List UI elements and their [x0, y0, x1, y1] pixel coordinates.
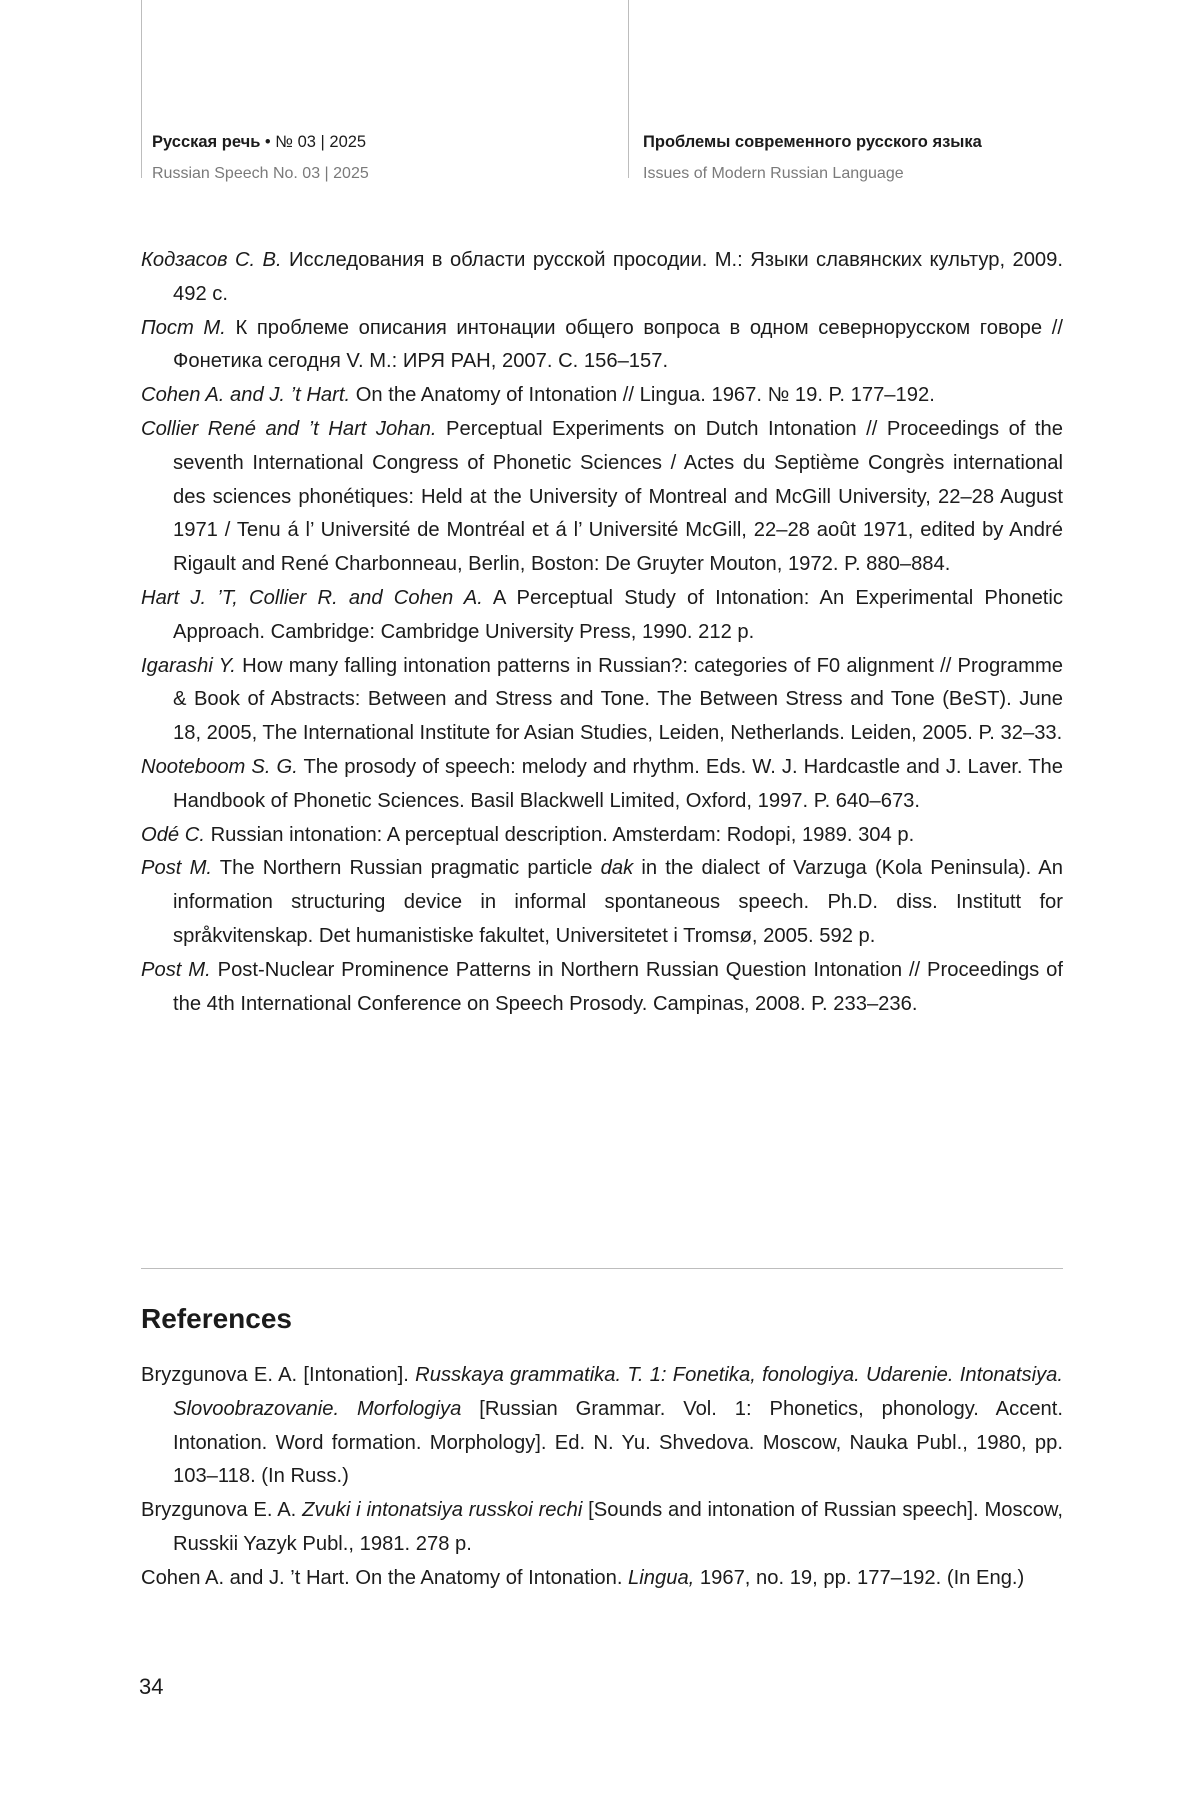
section-title-ru: Проблемы современного русского языка: [643, 133, 982, 151]
bib-entry: Odé C. Russian intonation: A perceptual description. Amsterdam: Rodopi, 1989. 304 p.: [141, 823, 915, 846]
journal-title-en: Russian Speech No. 03 | 2025: [152, 165, 369, 182]
references-heading: References: [141, 1303, 292, 1334]
bib-entry: Post M. The Northern Russian pragmatic particle dak in the dialect of Varzuga (Kola Peninsula). An information structuring device in informal spontaneous speech. Ph.D. diss. Institutt for språkvitenskap. Det humanistiske fakultet, Universitetet i Tromsø, 2005. 592 p.: [141, 857, 1063, 947]
running-header-right: [643, 126, 982, 190]
bib-entry: Cohen A. and J. ’t Hart. On the Anatomy of Intonation // Lingua. 1967. № 19. P. 177–192.: [141, 384, 935, 407]
journal-title-ru: Русская речь • № 03 | 2025: [152, 133, 367, 151]
bib-entry: Collier René and ’t Hart Johan. Perceptual Experiments on Dutch Intonation // Proceedings of the seventh International Congress of Phonetic Sciences / Actes du Septième Congrès international des sciences phonétiques: Held at the University of Montreal and McGill University, 22–28 August 1971 / Tenu á l’ Université de Montréal et á l’ Université McGill, 22–28 août 1971, edited by André Rigault and René Charbonneau, Berlin, Boston: De Gruyter Mouton, 1972. P. 880–884.: [141, 417, 1063, 576]
bib-entry: Кодзасов С. В. Исследования в области русской просодии. М.: Языки славянских культур, 2009. 492 с.: [141, 249, 1063, 305]
bibliography-list: [141, 244, 1063, 1021]
running-header-left: [152, 126, 369, 190]
references-list: [141, 1359, 1063, 1596]
bib-entry: Igarashi Y. How many falling intonation patterns in Russian?: categories of F0 alignment // Programme & Book of Abstracts: Between and Stress and Tone. The Between Stress and Tone (BeST). June 18, 2005, The International Institute for Asian Studies, Leiden, Netherlands. Leiden, 2005. P. 32–33.: [141, 654, 1063, 745]
bib-entry: Hart J. ’T, Collier R. and Cohen A. A Perceptual Study of Intonation: An Experimental Phonetic Approach. Cambridge: Cambridge University Press, 1990. 212 p.: [141, 586, 1063, 643]
reference-entry: Bryzgunova E. A. Zvuki i intonatsiya russkoi rechi [Sounds and intonation of Russian speech]. Moscow, Russkii Yazyk Publ., 1981. 278 p.: [141, 1499, 1063, 1555]
bib-entry: Post M. Post-Nuclear Prominence Patterns in Northern Russian Question Intonation // Proceedings of the 4th International Conference on Speech Prosody. Campinas, 2008. P. 233–236.: [141, 958, 1063, 1015]
header-divider-middle: [628, 0, 629, 178]
section-divider: [141, 1268, 1063, 1269]
page-number: 34: [139, 1674, 164, 1699]
header-divider-left: [141, 0, 142, 178]
reference-entry: Bryzgunova E. A. [Intonation]. Russkaya grammatika. T. 1: Fonetika, fonologiya. Udarenie. Intonatsiya. Slovoobrazovanie. Morfologiya [Russian Grammar. Vol. 1: Phonetics, phonology. Accent. Intonation. Word formation. Morphology]. Ed. N. Yu. Shvedova. Moscow, Nauka Publ., 1980, pp. 103–118. (In Russ.): [141, 1364, 1063, 1488]
section-title-en: Issues of Modern Russian Language: [643, 165, 904, 182]
bib-entry: Nooteboom S. G. The prosody of speech: melody and rhythm. Eds. W. J. Hardcastle and J. Laver. The Handbook of Phonetic Sciences. Basil Blackwell Limited, Oxford, 1997. P. 640–673.: [141, 755, 1063, 812]
bib-entry: Пост М. К проблеме описания интонации общего вопроса в одном севернорусском говоре // Фонетика сегодня V. М.: ИРЯ РАН, 2007. С. 156–157.: [141, 316, 1063, 373]
reference-entry: Cohen A. and J. ’t Hart. On the Anatomy of Intonation. Lingua, 1967, no. 19, pp. 177–192. (In Eng.): [141, 1566, 1025, 1589]
